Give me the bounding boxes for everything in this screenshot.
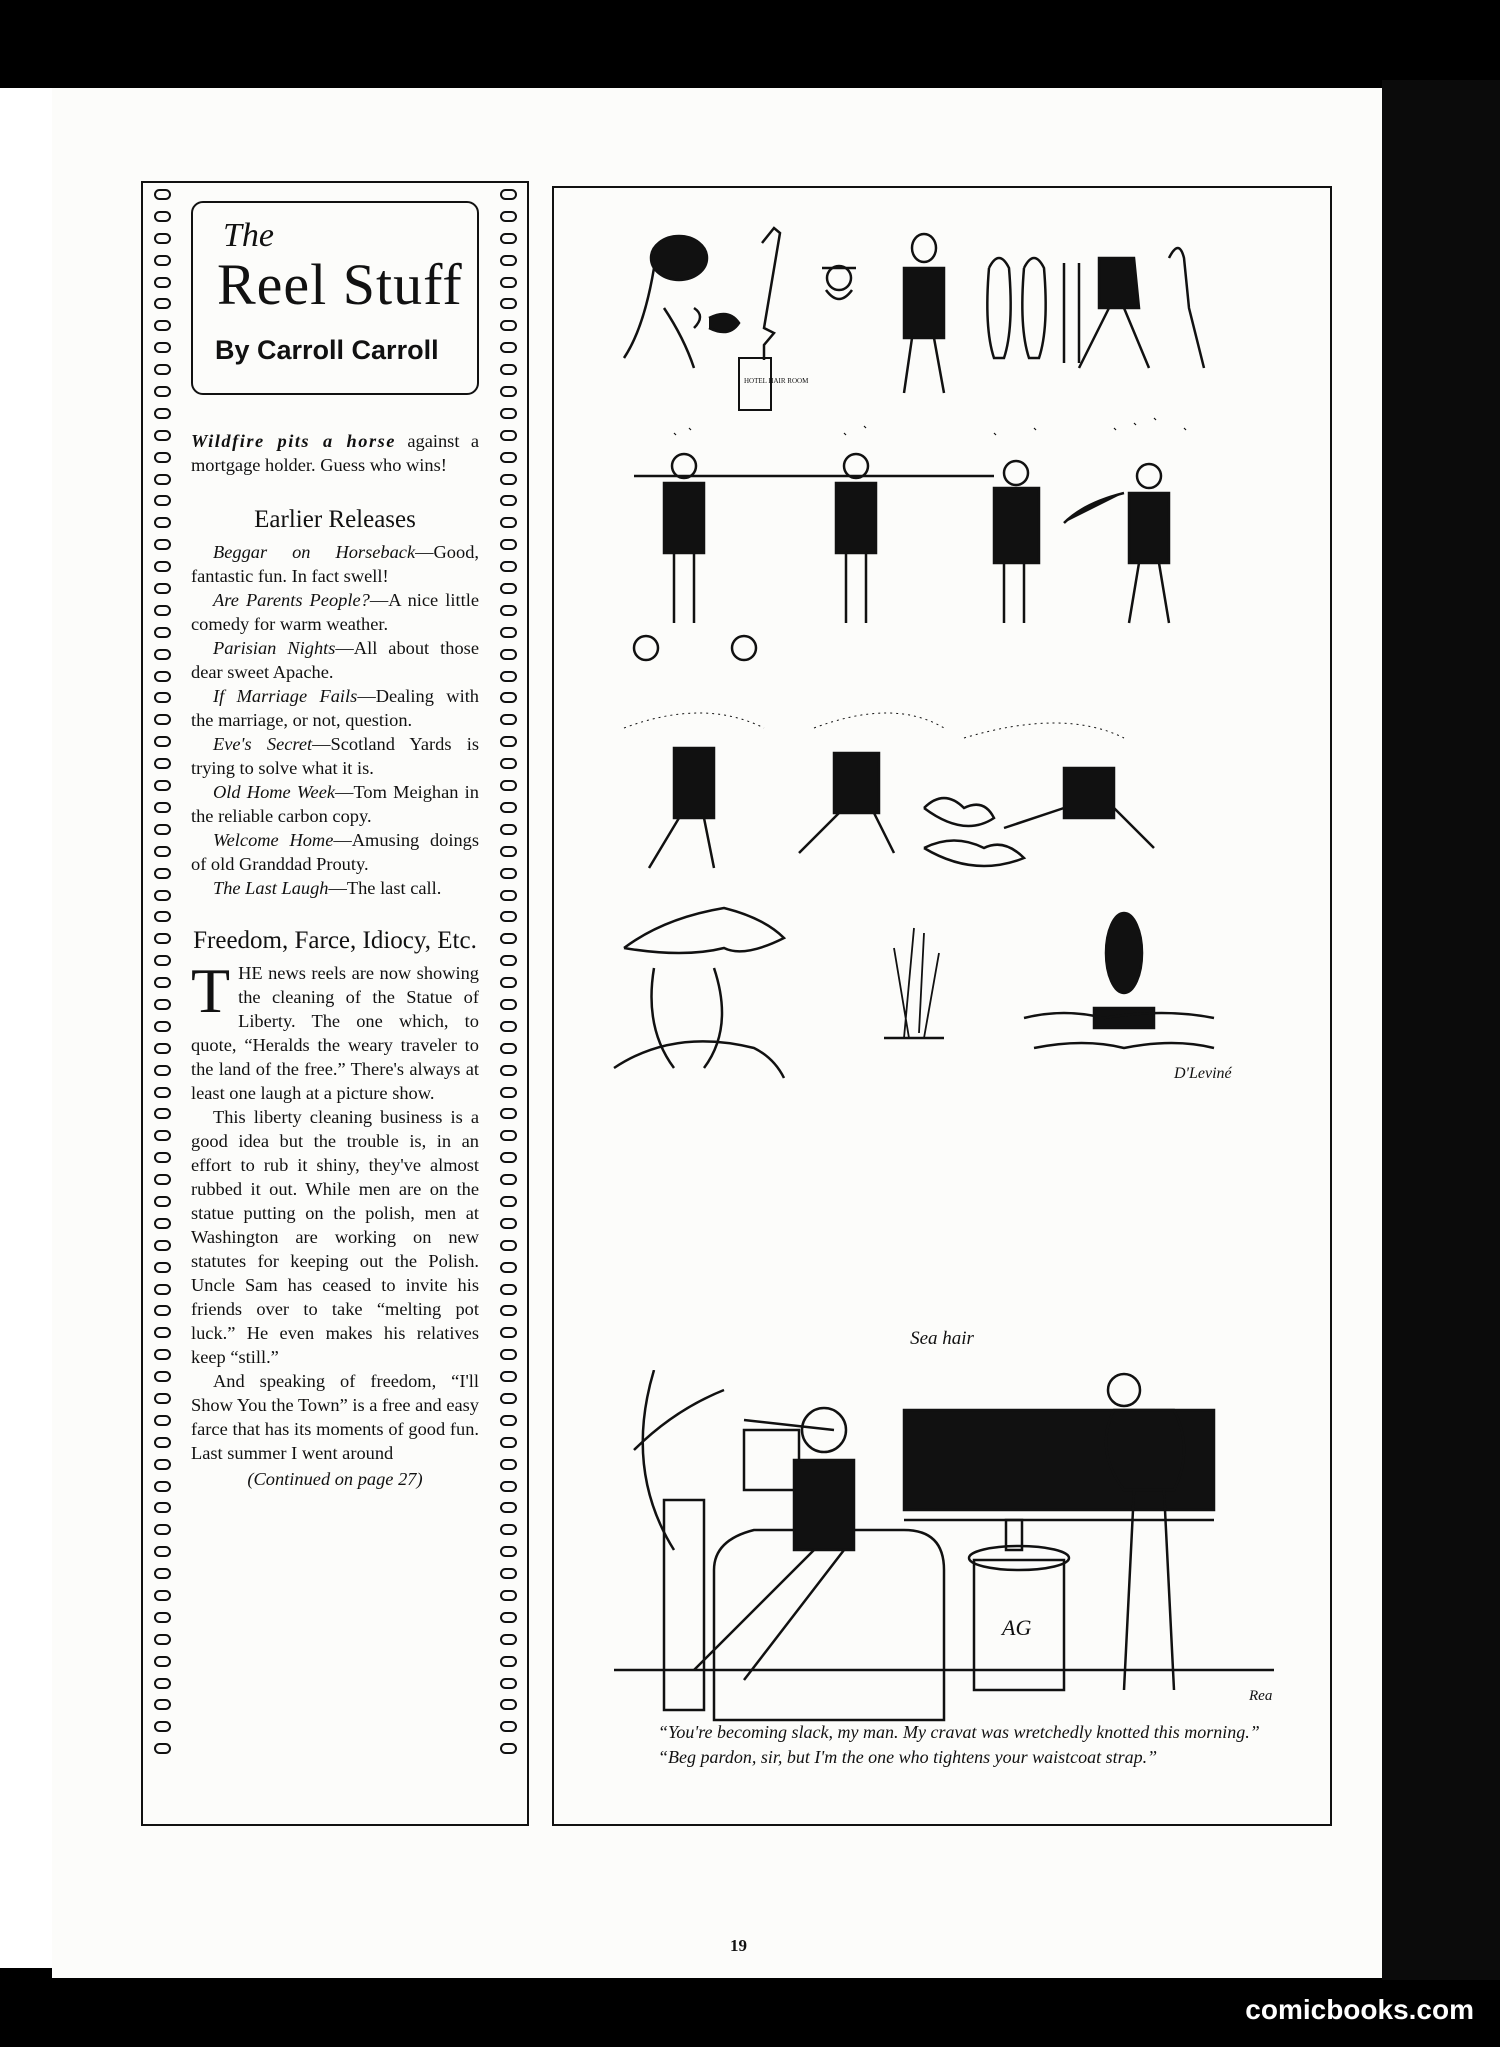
- sprocket-hole: [154, 211, 171, 222]
- sprocket-hole: [500, 1393, 517, 1404]
- sprocket-hole: [154, 517, 171, 528]
- release-desc: —Amusing doings of old Granddad Prouty.: [191, 830, 479, 874]
- sprocket-hole: [500, 408, 517, 419]
- sprocket-hole: [154, 539, 171, 550]
- column-title: Reel Stuff: [217, 252, 463, 317]
- sprocket-hole: [154, 868, 171, 879]
- sprocket-hole: [154, 255, 171, 266]
- comic-box: [552, 186, 1332, 1826]
- sprocket-hole: [500, 1459, 517, 1470]
- cartoon-signature: Rea: [1249, 1688, 1273, 1704]
- sprocket-hole: [154, 1021, 171, 1032]
- sprocket-hole: [154, 736, 171, 747]
- comic-row-1: [624, 228, 1204, 410]
- comic-signature: D'Leviné: [1174, 1065, 1232, 1082]
- sprocket-hole: [154, 1721, 171, 1732]
- sprocket-hole: [154, 1262, 171, 1273]
- sprocket-hole: [154, 1590, 171, 1601]
- watermark: comicbooks.com: [1245, 1994, 1474, 2025]
- sprocket-hole: [500, 452, 517, 463]
- comic-caption: Sea hair: [910, 1328, 974, 1349]
- sprocket-hole: [154, 649, 171, 660]
- sprocket-hole: [500, 233, 517, 244]
- sprocket-hole: [500, 583, 517, 594]
- sprocket-hole: [500, 255, 517, 266]
- sprocket-hole: [500, 1262, 517, 1273]
- column-title-box: [191, 201, 479, 395]
- sprocket-hole: [500, 1546, 517, 1557]
- sprocket-hole: [154, 408, 171, 419]
- sprocket-hole: [500, 189, 517, 200]
- sprocket-hole: [500, 364, 517, 375]
- release-item: [191, 540, 479, 588]
- sprocket-hole: [154, 627, 171, 638]
- sprocket-hole: [500, 1174, 517, 1185]
- article-para-2: This liberty cleaning business is a good idea but the trouble is, in an effort to rub it shiny, they've almost rubbed it out. While men are on the statue putting on the polish, men at Washington are working on new statutes for keeping out the Polish. Uncle Sam has ceased to invite his friends over to take “melting pot luck.” He even makes his relatives keep “still.”: [191, 1107, 479, 1367]
- sprocket-hole: [154, 714, 171, 725]
- sprocket-hole: [500, 824, 517, 835]
- sprocket-hole: [500, 868, 517, 879]
- monogram: AG: [1002, 1615, 1032, 1640]
- cartoon-caption: [618, 1720, 1274, 1770]
- comic-row-2: [634, 418, 1186, 660]
- sprocket-hole: [500, 1502, 517, 1513]
- sprocket-hole: [500, 386, 517, 397]
- sprocket-hole: [500, 1524, 517, 1535]
- sprocket-hole: [500, 1130, 517, 1141]
- sprocket-hole: [154, 802, 171, 813]
- release-title: Old Home Week: [213, 782, 336, 802]
- byline: By Carroll Carroll: [215, 335, 439, 365]
- sprocket-hole: [500, 758, 517, 769]
- sprocket-hole: [154, 1634, 171, 1645]
- sprocket-hole: [500, 1240, 517, 1251]
- sprocket-hole: [154, 671, 171, 682]
- sprocket-hole: [500, 1371, 517, 1382]
- sprocket-hole: [500, 1634, 517, 1645]
- sprocket-hole: [500, 1087, 517, 1098]
- sprocket-hole: [154, 1130, 171, 1141]
- sprocket-hole: [500, 211, 517, 222]
- tagline: [191, 429, 479, 477]
- sprocket-hole: [154, 999, 171, 1010]
- release-item: [191, 828, 479, 876]
- comic-row-4: [614, 908, 1233, 1082]
- sprocket-hole: [154, 977, 171, 988]
- sprocket-hole: [154, 846, 171, 857]
- release-desc: —All about those dear sweet Apache.: [191, 638, 480, 682]
- sprocket-hole: [154, 233, 171, 244]
- release-title: Parisian Nights: [213, 638, 336, 658]
- sprocket-hole: [154, 1087, 171, 1098]
- sprocket-hole: [500, 802, 517, 813]
- sprocket-hole: [500, 1656, 517, 1667]
- sprocket-hole: [500, 1108, 517, 1119]
- scan-border-right: [1382, 80, 1500, 1980]
- comic-row-3: [624, 713, 1154, 868]
- sprocket-hole: [154, 758, 171, 769]
- title-the: The: [223, 217, 274, 254]
- sprocket-hole: [500, 1743, 517, 1754]
- tagline-film: Wildfire pits a horse: [191, 431, 396, 451]
- sprocket-hole: [154, 1043, 171, 1054]
- release-list: [191, 540, 479, 900]
- valet-cartoon: [594, 1370, 1294, 1930]
- sprocket-hole: [500, 277, 517, 288]
- sprocket-hole: [500, 649, 517, 660]
- sprocket-hole: [154, 1108, 171, 1119]
- sprocket-hole: [500, 911, 517, 922]
- sprocket-hole: [154, 277, 171, 288]
- sprocket-hole: [154, 1218, 171, 1229]
- sprocket-hole: [500, 1699, 517, 1710]
- release-item: [191, 588, 479, 636]
- sprocket-hole: [500, 692, 517, 703]
- sprocket-hole: [154, 1152, 171, 1163]
- sprocket-hole: [500, 298, 517, 309]
- sprocket-hole: [154, 1502, 171, 1513]
- sprocket-hole: [154, 1568, 171, 1579]
- release-title: The Last Laugh: [213, 878, 329, 898]
- sprocket-hole: [154, 583, 171, 594]
- sprocket-hole: [500, 1415, 517, 1426]
- sprocket-hole: [154, 1240, 171, 1251]
- sprocket-hole: [154, 1437, 171, 1448]
- sprocket-hole: [500, 1196, 517, 1207]
- release-title: Eve's Secret: [213, 734, 313, 754]
- sprocket-hole: [500, 890, 517, 901]
- para-1-text: HE news reels are now showing the cleaning of the Statue of Liberty. The one which, to quote, “Heralds the weary traveler to the land of the free.” There's always at least one laugh at a picture show.: [191, 963, 479, 1103]
- continued-note: (Continued on page 27): [247, 1469, 423, 1489]
- sprocket-hole: [500, 430, 517, 441]
- sprocket-hole: [500, 1721, 517, 1732]
- sprocket-hole: [154, 692, 171, 703]
- sprocket-hole: [154, 1305, 171, 1316]
- sprocket-hole: [154, 1678, 171, 1689]
- sprocket-hole: [500, 977, 517, 988]
- column-content: [191, 183, 479, 1491]
- sprocket-hole: [154, 911, 171, 922]
- sprocket-hole: [154, 1349, 171, 1360]
- release-desc: —The last call.: [328, 878, 442, 898]
- sprocket-hole: [154, 1415, 171, 1426]
- sprocket-hole: [154, 824, 171, 835]
- sprocket-hole: [500, 517, 517, 528]
- earlier-releases-heading: Earlier Releases: [254, 506, 416, 533]
- sprocket-hole: [154, 1065, 171, 1076]
- sprocket-hole: [154, 1656, 171, 1667]
- article-para-1: [191, 955, 479, 1105]
- article-para-3: And speaking of freedom, “I'll Show You the Town” is a free and easy farce that has its moments of good fun. Last summer I went around: [191, 1371, 479, 1463]
- release-desc: —Dealing with the marriage, or not, question.: [191, 686, 479, 730]
- sprocket-hole: [154, 495, 171, 506]
- sprocket-hole: [500, 671, 517, 682]
- sprocket-hole: [154, 342, 171, 353]
- release-title: Are Parents People?: [213, 590, 370, 610]
- sprocket-hole: [154, 1393, 171, 1404]
- sprocket-hole: [500, 1065, 517, 1076]
- sprocket-hole: [154, 430, 171, 441]
- release-title: If Marriage Fails: [213, 686, 358, 706]
- release-title: Welcome Home: [213, 830, 334, 850]
- sign-label: HOTEL HAIR ROOM: [744, 377, 809, 385]
- sprocket-hole: [500, 539, 517, 550]
- tagline-text: against a mortgage holder. Guess who wins!: [191, 431, 479, 475]
- sprocket-hole: [154, 780, 171, 791]
- sprocket-hole: [500, 1218, 517, 1229]
- sprocket-hole: [500, 780, 517, 791]
- sprocket-hole: [154, 1327, 171, 1338]
- sprocket-hole: [154, 320, 171, 331]
- sprocket-hole: [154, 1743, 171, 1754]
- sprocket-hole: [154, 1524, 171, 1535]
- sprocket-hole: [500, 1152, 517, 1163]
- sprocket-hole: [500, 342, 517, 353]
- sprocket-hole: [154, 605, 171, 616]
- release-item: [191, 732, 479, 780]
- release-desc: —Scotland Yards is trying to solve what it is.: [191, 734, 479, 778]
- page-edge-left: [0, 88, 52, 1968]
- sprocket-hole: [500, 1568, 517, 1579]
- sprocket-hole: [154, 1284, 171, 1295]
- release-item: [191, 684, 479, 732]
- quote-master: “You're becoming slack, my man. My cravat was wretchedly knotted this morning.”: [658, 1722, 1260, 1742]
- sprocket-hole: [154, 364, 171, 375]
- reel-stuff-column: [141, 181, 529, 1826]
- release-title: Beggar on Horseback: [213, 542, 416, 562]
- sprocket-hole: [500, 736, 517, 747]
- sprocket-hole: [500, 1481, 517, 1492]
- release-item: [191, 876, 479, 900]
- sprocket-hole: [500, 1437, 517, 1448]
- sprocket-hole: [500, 1305, 517, 1316]
- sprocket-hole: [500, 474, 517, 485]
- film-sprockets-left: [149, 189, 175, 1765]
- sprocket-hole: [154, 1459, 171, 1470]
- sprocket-hole: [500, 955, 517, 966]
- sprocket-hole: [500, 1284, 517, 1295]
- release-desc: —A nice little comedy for warm weather.: [191, 590, 479, 634]
- release-desc: —Tom Meighan in the reliable carbon copy.: [191, 782, 479, 826]
- sprocket-hole: [154, 933, 171, 944]
- sprocket-hole: [154, 386, 171, 397]
- sea-hair-comic-strip: [594, 208, 1294, 1318]
- sprocket-hole: [500, 605, 517, 616]
- page-number: 19: [730, 1936, 747, 1955]
- sprocket-hole: [154, 1371, 171, 1382]
- sprocket-hole: [154, 955, 171, 966]
- sprocket-hole: [154, 561, 171, 572]
- sprocket-hole: [500, 1590, 517, 1601]
- sprocket-hole: [154, 1699, 171, 1710]
- sprocket-hole: [154, 452, 171, 463]
- sprocket-hole: [500, 627, 517, 638]
- sprocket-hole: [500, 1327, 517, 1338]
- sprocket-hole: [154, 1481, 171, 1492]
- sprocket-hole: [500, 933, 517, 944]
- sprocket-hole: [154, 1546, 171, 1557]
- sprocket-hole: [154, 189, 171, 200]
- release-item: [191, 636, 479, 684]
- sprocket-hole: [500, 561, 517, 572]
- sprocket-hole: [500, 320, 517, 331]
- sprocket-hole: [500, 1349, 517, 1360]
- sprocket-hole: [154, 1174, 171, 1185]
- sprocket-hole: [154, 474, 171, 485]
- sprocket-hole: [500, 714, 517, 725]
- drop-cap: T: [191, 955, 231, 1026]
- sprocket-hole: [500, 999, 517, 1010]
- sprocket-hole: [500, 1678, 517, 1689]
- freedom-heading: Freedom, Farce, Idiocy, Etc.: [193, 927, 477, 954]
- film-sprockets-right: [495, 189, 521, 1765]
- sprocket-hole: [154, 1196, 171, 1207]
- sprocket-hole: [500, 846, 517, 857]
- sprocket-hole: [500, 1021, 517, 1032]
- sprocket-hole: [154, 890, 171, 901]
- sprocket-hole: [154, 298, 171, 309]
- release-desc: —Good, fantastic fun. In fact swell!: [191, 542, 479, 586]
- sprocket-hole: [500, 495, 517, 506]
- sprocket-hole: [154, 1612, 171, 1623]
- sprocket-hole: [500, 1043, 517, 1054]
- release-item: [191, 780, 479, 828]
- sprocket-hole: [500, 1612, 517, 1623]
- quote-valet: “Beg pardon, sir, but I'm the one who tightens your waistcoat strap.”: [658, 1747, 1158, 1767]
